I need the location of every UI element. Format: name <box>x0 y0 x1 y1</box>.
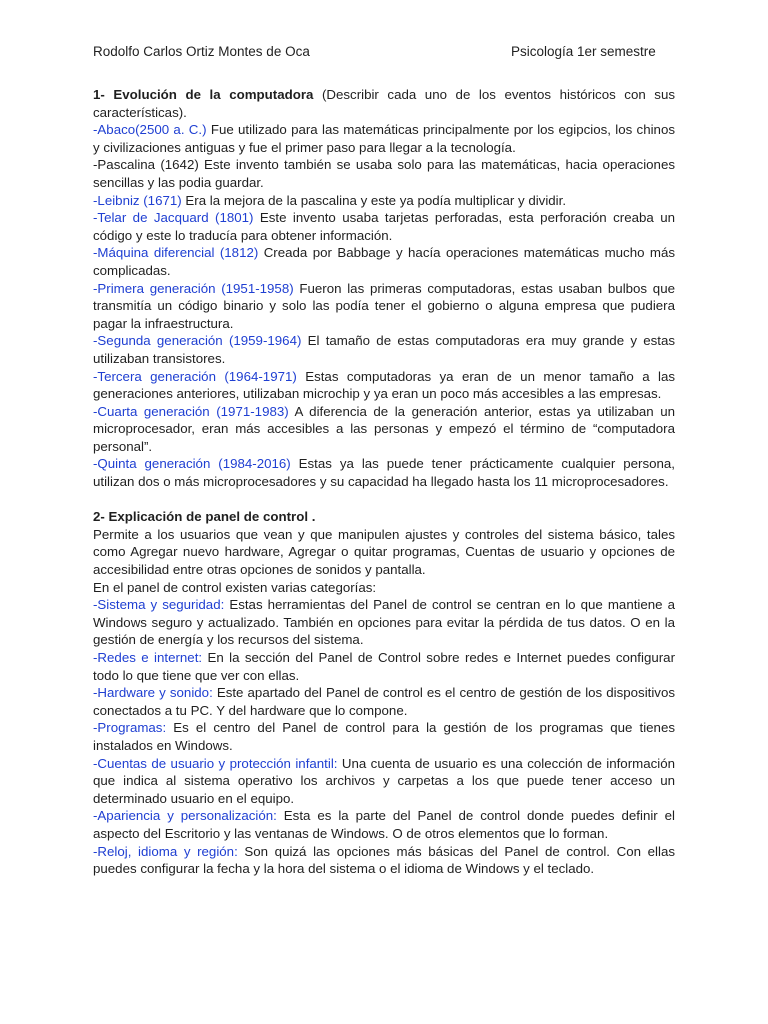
category-item-text: Son quizá las opciones más básicas del Panel de control. Con ellas puedes configurar la fecha y la hora del sistema o el idioma de Windows y el teclado. <box>93 843 675 877</box>
category-item <box>93 596 675 649</box>
history-item <box>93 121 675 156</box>
history-item-label: -Segunda generación (1959-1964) <box>93 333 302 349</box>
history-item-label: -Máquina diferencial (1812) <box>93 245 259 261</box>
category-item-text: En la sección del Panel de Control sobre redes e Internet puedes configurar todo lo que tiene que ver con ellas. <box>93 650 675 683</box>
history-item-text: Este invento usaba tarjetas perforadas, esta perforación creaba un código y este lo traducía para obtener información. <box>93 210 675 243</box>
category-item <box>93 755 675 808</box>
document-body <box>93 86 675 878</box>
category-item-label: -Cuentas de usuario y protección infantil: <box>93 755 338 771</box>
section1-subtitle: (Describir cada uno de los eventos históricos con sus características). <box>93 87 675 120</box>
section1-heading <box>93 86 675 121</box>
history-item-text: Estas ya las puede tener prácticamente cualquier persona, utilizan dos o más microprocesadores y su capacidad ha llegado hasta los 11 microprocesadores. <box>93 456 675 490</box>
history-item <box>93 156 675 191</box>
category-item-text: Este apartado del Panel de control es el centro de gestión de los dispositivos conectados a tu PC. Y del hardware que lo compone. <box>93 685 676 718</box>
category-item <box>93 843 675 878</box>
category-item <box>93 684 675 719</box>
history-item-label: -Abaco(2500 a. C.) <box>93 122 207 138</box>
category-item-text: Estas herramientas del Panel de control se centran en lo que mantiene a Windows seguro y actualizado. También en opciones para evitar la pérdida de tus datos. O en la gestión de energía y los recursos del sistema. <box>93 597 675 648</box>
category-item-label: -Reloj, idioma y región: <box>93 843 238 859</box>
history-item <box>93 455 675 490</box>
section2-intro: Permite a los usuarios que vean y que manipulen ajustes y controles del sistema básico, tales como Agregar nuevo hardware, Agregar o quitar programas, Cuentas de usuario y opciones de accesibilidad entre otras opciones de sonidos y pantalla. <box>93 526 675 578</box>
history-item <box>93 209 675 244</box>
history-item <box>93 244 675 279</box>
history-item <box>93 332 675 367</box>
category-item <box>93 807 675 842</box>
section2-intro2: En el panel de control existen varias categorías: <box>93 579 377 595</box>
history-item-text: Era la mejora de la pascalina y este ya podía multiplicar y dividir. <box>181 192 567 208</box>
course-name: Psicología 1er semestre <box>511 44 656 59</box>
history-item-text: A diferencia de la generación anterior, estas ya utilizaban un microprocesador, eran más accesibles a las personas y empezó el término de “computadora personal”. <box>93 403 676 454</box>
section2-title: 2- Explicación de panel de control . <box>93 509 316 525</box>
history-item <box>93 280 675 333</box>
category-item-text: Una cuenta de usuario es una colección de información que indica al sistema operativo los archivos y carpetas a los que puede tener acceso un determinado usuario en el equipo. <box>93 755 675 806</box>
history-item-text: Fue utilizado para las matemáticas principalmente por los egipcios, los chinos y civilizaciones antiguas y fue el primer paso para llegar a la tecnología. <box>93 122 675 155</box>
history-item-label: -Quinta generación (1984-2016) <box>93 456 291 472</box>
category-item-label: -Programas: <box>93 720 167 736</box>
history-item-label: -Tercera generación (1964-1971) <box>93 368 297 384</box>
history-item-label: -Primera generación (1951-1958) <box>93 280 294 296</box>
section2-heading <box>93 508 675 526</box>
history-item-text: -Pascalina (1642) Este invento también se usaba solo para las matemáticas, hacia operaciones sencillas y las podia guardar. <box>93 157 675 190</box>
category-item-label: -Redes e internet: <box>93 650 203 665</box>
category-item-label: -Hardware y sonido: <box>93 685 213 701</box>
history-item <box>93 192 675 210</box>
history-item-label: -Cuarta generación (1971-1983) <box>93 403 289 419</box>
history-item-text: El tamaño de estas computadoras era muy grande y estas utilizaban transistores. <box>93 333 675 366</box>
history-item <box>93 368 675 403</box>
category-item-label: -Sistema y seguridad: <box>93 597 225 613</box>
history-item-text: Fueron las primeras computadoras, estas usaban bulbos que transmitía un código binario y solo las podía tener el gobierno o alguna empresa que pudiera pagar la infraestructura. <box>93 280 675 331</box>
category-item-text: Es el centro del Panel de control para la gestión de los programas que tienes instalados en Windows. <box>93 720 675 753</box>
category-item <box>93 649 675 684</box>
author-name: Rodolfo Carlos Ortiz Montes de Oca <box>93 44 310 59</box>
history-item <box>93 403 675 456</box>
category-item <box>93 719 675 754</box>
history-item-text: Estas computadoras ya eran de un menor tamaño a las generaciones anteriores, utilizaban microchip y ya eran un poco más accesibles a las empresas. <box>93 368 675 402</box>
history-item-label: -Telar de Jacquard (1801) <box>93 210 254 226</box>
history-item-text: Creada por Babbage y hacía operaciones matemáticas mucho más complicadas. <box>93 245 676 278</box>
history-item-label: -Leibniz (1671) <box>93 192 182 208</box>
section1-title: 1- Evolución de la computadora <box>93 87 314 102</box>
category-item-text: Esta es la parte del Panel de control donde puedes definir el aspecto del Escritorio y las ventanas de Windows. O de otros elementos que lo forman. <box>93 808 675 841</box>
category-item-label: -Apariencia y personalización: <box>93 808 277 824</box>
